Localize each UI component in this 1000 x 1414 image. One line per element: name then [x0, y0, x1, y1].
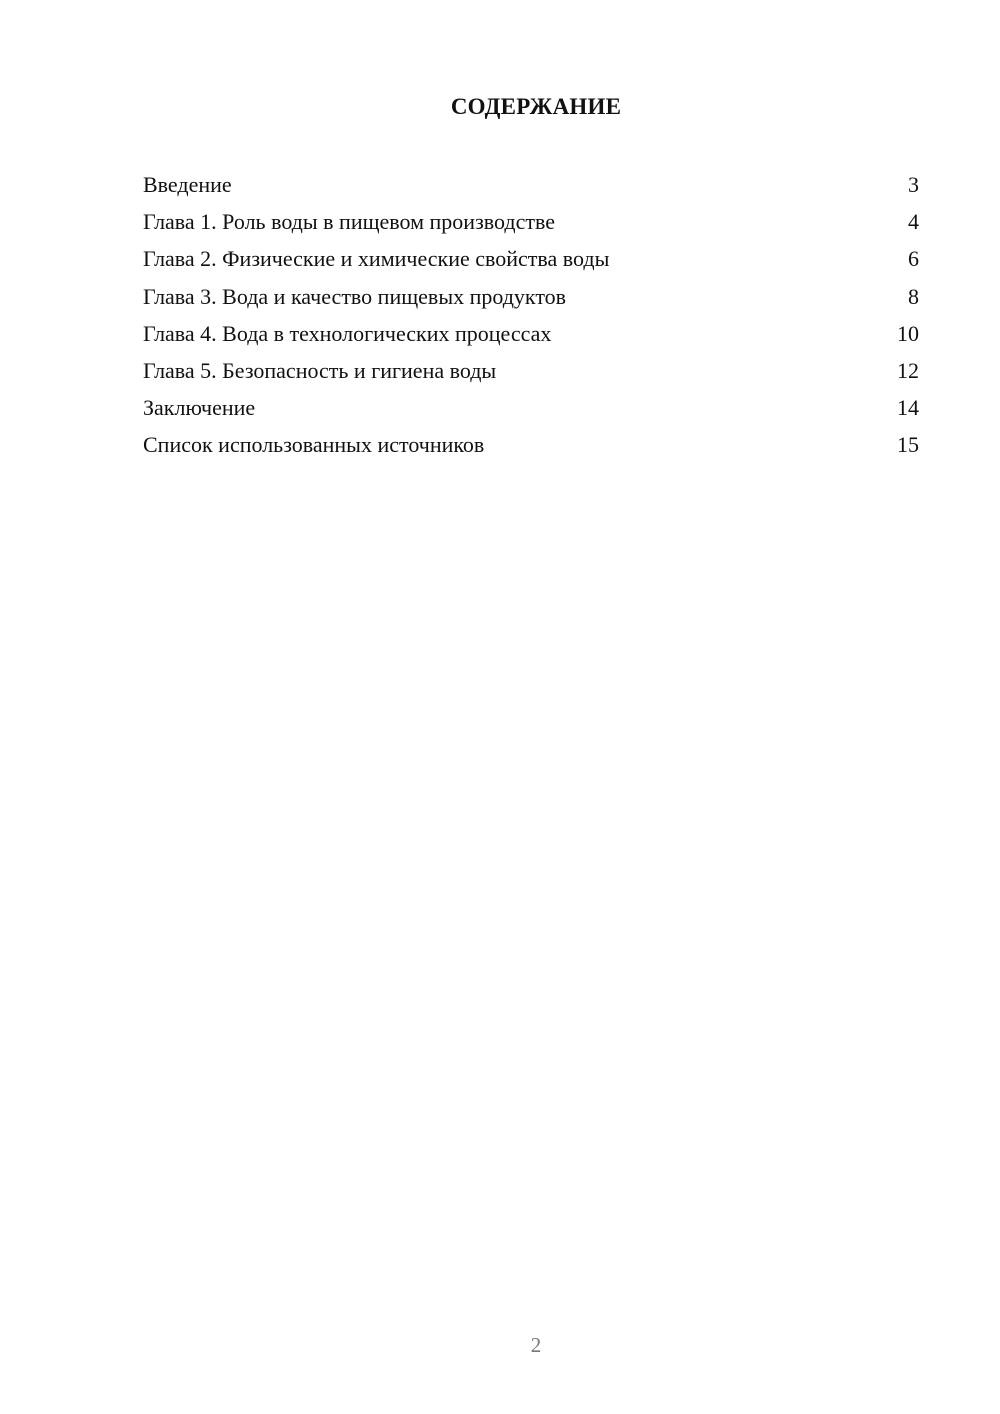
toc-item-page: 14 [897, 395, 919, 421]
toc-item [143, 356, 919, 393]
toc-item-title: Глава 1. Роль воды в пищевом производстве [143, 209, 555, 235]
toc-item [143, 170, 919, 207]
table-of-contents [143, 170, 919, 468]
toc-item [143, 244, 919, 281]
toc-item [143, 282, 919, 319]
toc-item-title: Глава 3. Вода и качество пищевых продуктов [143, 283, 567, 309]
toc-item [143, 430, 919, 467]
toc-item-title: Список использованных источников [143, 432, 485, 458]
toc-item-page: 10 [897, 320, 919, 346]
toc-item-title: Глава 4. Вода в технологических процессах [143, 320, 552, 346]
toc-item-page: 8 [908, 283, 919, 309]
toc-item-page: 6 [908, 246, 919, 272]
toc-item-page: 15 [897, 432, 919, 458]
page-title: СОДЕРЖАНИЕ [450, 94, 622, 119]
toc-item [143, 319, 919, 356]
toc-item-page: 12 [897, 357, 919, 383]
toc-item-title: Введение [143, 172, 232, 197]
toc-item [143, 207, 919, 244]
toc-item-title: Заключение [143, 395, 256, 421]
toc-item-title: Глава 5. Безопасность и гигиена воды [143, 357, 497, 383]
toc-item-page: 3 [908, 172, 919, 197]
toc-item-page: 4 [908, 209, 919, 235]
toc-item-title: Глава 2. Физические и химические свойства воды [143, 246, 610, 272]
toc-item [143, 393, 919, 430]
page-number: 2 [530, 1333, 542, 1357]
